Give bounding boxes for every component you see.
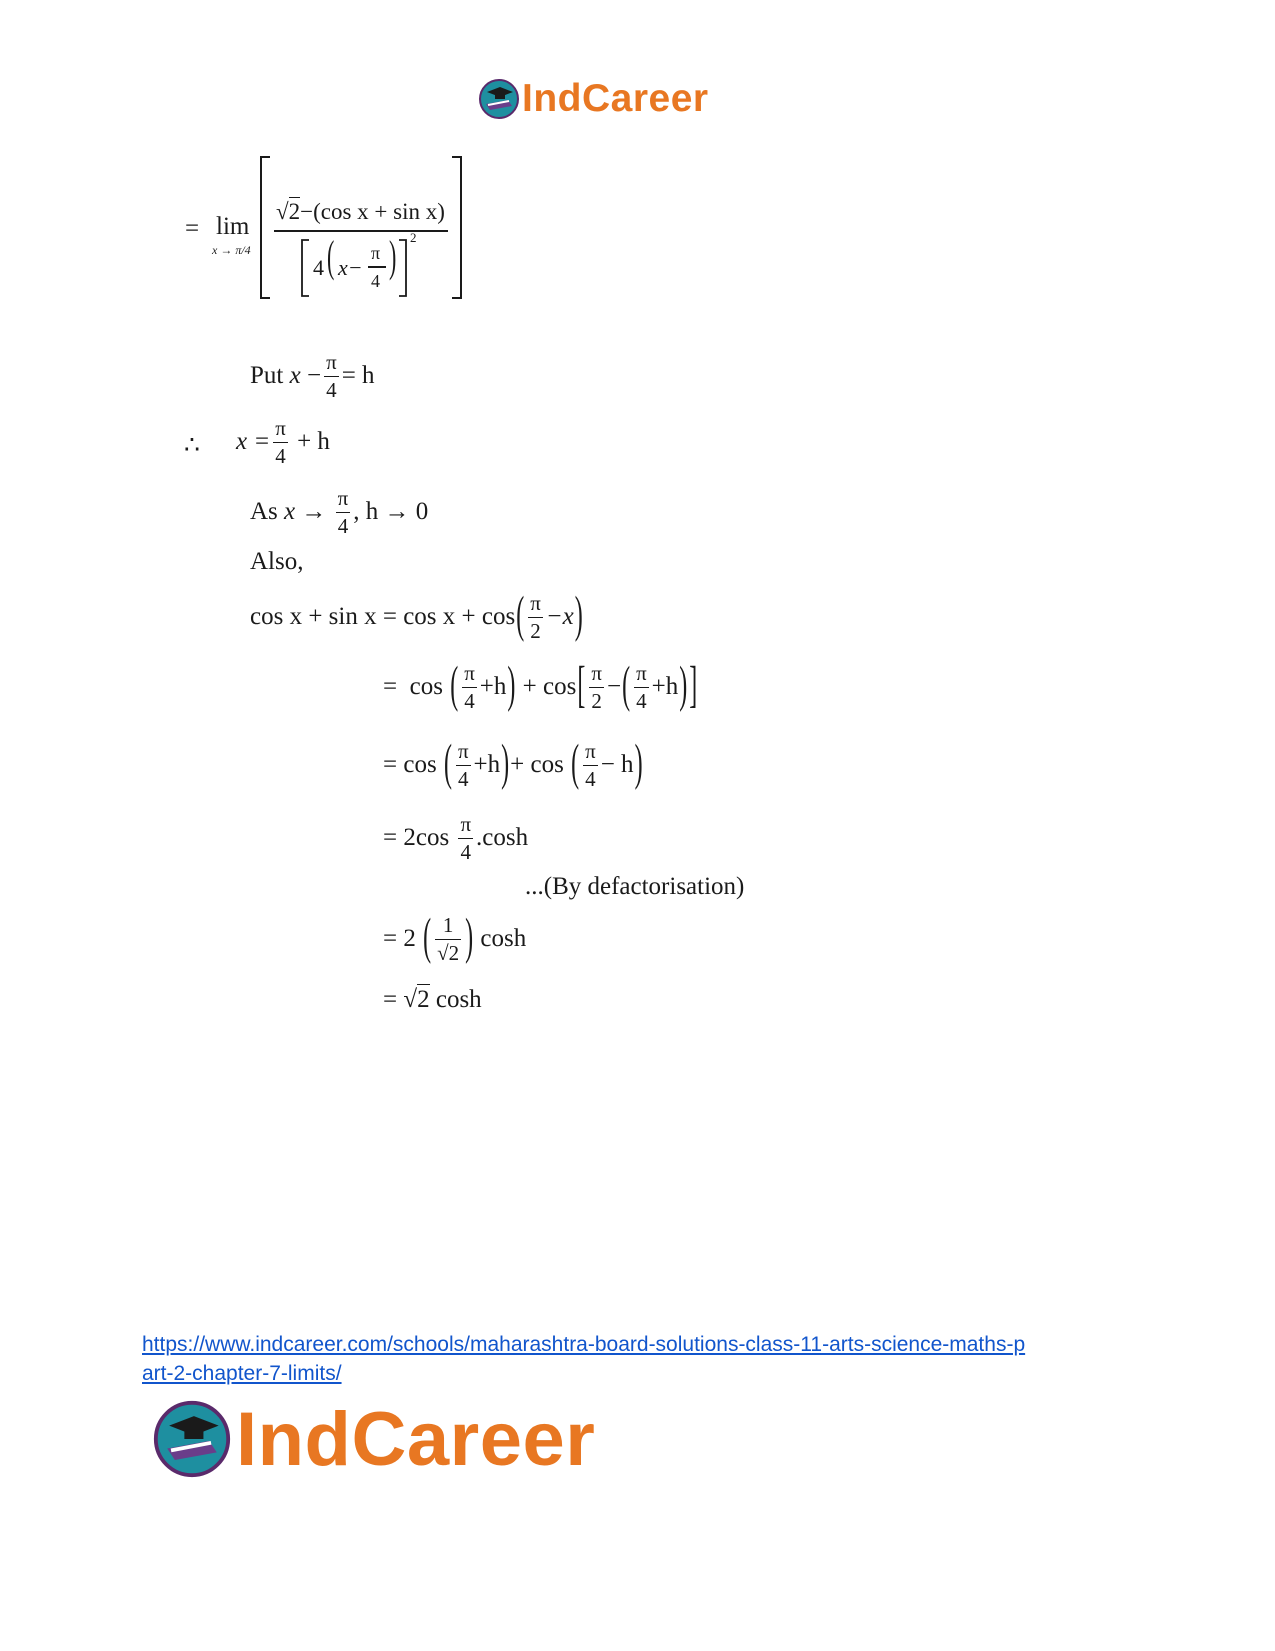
source-url-link[interactable] [142, 1330, 1025, 1388]
header-logo-text: IndCareer [522, 77, 709, 120]
graduation-book-icon [152, 1399, 232, 1479]
square-exponent: 2 [410, 230, 417, 245]
denominator-x-minus: x− [338, 255, 363, 280]
den-pi: π [371, 243, 381, 263]
paren-close: ) [389, 231, 397, 281]
url-line-2: art-2-chapter-7-limits/ [142, 1362, 342, 1385]
step-line-2: = cos ( $\frac{\pi}{4}$ +h ) + cos ( $\frac{\pi}{4}$ − h ) [383, 736, 643, 792]
url-line-1: https://www.indcareer.com/schools/maharashtra-board-solutions-class-11-arts-science-maths-p [142, 1333, 1026, 1356]
lim-label: lim [216, 213, 250, 240]
as-limit-line: As x → $\frac{\pi}{4}$ , h → 0 [250, 486, 429, 538]
numerator: √2−(cos x + sin x) [276, 199, 445, 224]
den-frac-bar [368, 266, 386, 268]
equals-sign: = [185, 215, 200, 242]
also-label: Also, [250, 548, 304, 575]
denominator-four: 4 [313, 255, 324, 280]
lim-subscript: x → π/4 [212, 243, 251, 257]
footer-logo-text: IndCareer [236, 1396, 596, 1482]
x-equals-line: x = $\frac{\pi}{4}$ + h [236, 416, 330, 468]
step-line-5: = √2 cosh [383, 986, 482, 1013]
cos-sin-line: cos x + sin x = cos x + cos ( $\frac{\pi}{2}$ −x ) [250, 588, 583, 644]
denominator-bracket-left [300, 238, 310, 298]
footer-logo [152, 1398, 595, 1480]
denominator-bracket-right [398, 238, 408, 298]
substitution-line: Put x − $\frac{\pi}{4}$ = h [250, 350, 375, 402]
therefore-symbol: ∴ [184, 432, 200, 459]
graduation-book-icon [478, 78, 520, 120]
big-bracket-right [450, 155, 464, 300]
big-bracket-left [258, 155, 272, 300]
defactorisation-note: ...(By defactorisation) [525, 873, 745, 900]
den-four-small: 4 [371, 271, 380, 291]
header-logo [478, 76, 709, 122]
step-line-4: = 2 ( $\frac{1}{√2}$ ) cosh [383, 910, 527, 966]
fraction-bar [274, 230, 448, 232]
paren-open: ( [327, 231, 335, 281]
step-line-1: = cos ( $\frac{\pi}{4}$ +h ) + cos [ $\frac{\pi}{2}$ − ( $\frac{\pi}{4}$ +h ) ] [383, 658, 698, 714]
step-line-3: = 2cos $\frac{\pi}{4}$ .cosh [383, 812, 529, 864]
